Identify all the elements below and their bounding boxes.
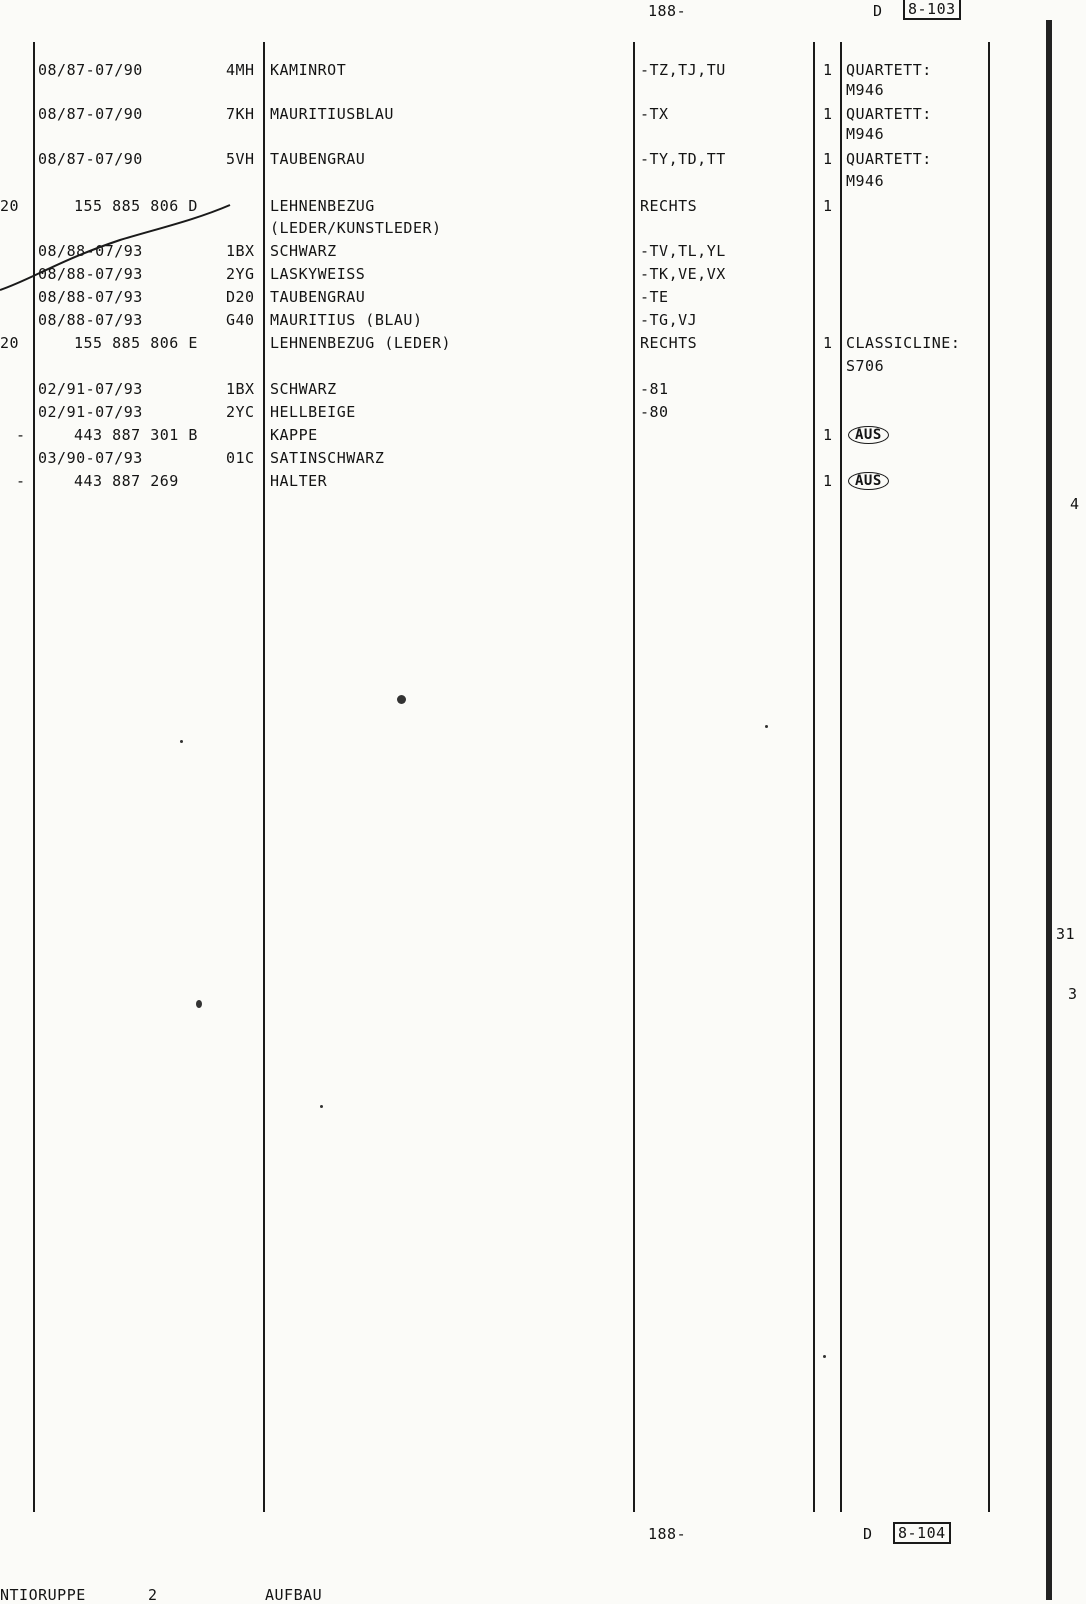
part-description: HALTER [270,472,328,490]
remark-detail: S706 [846,357,885,375]
handwritten-stroke [0,180,240,300]
model-code: -81 [640,380,669,398]
page-number-top: 188- [648,2,687,20]
remark: QUARTETT: [846,61,932,79]
color-code: 4MH [226,61,255,79]
aus-stamp: AUS [848,472,889,490]
date-range: 08/88-07/93 [38,288,143,306]
date-range: 08/88-07/93 [38,242,143,260]
part-description: SCHWARZ [270,380,337,398]
part-description: LASKYWEISS [270,265,366,283]
color-code: D20 [226,288,255,306]
model-code: -TV,TL,YL [640,242,726,260]
color-code: 01C [226,449,255,467]
quantity: 1 [823,150,833,168]
date-range: 08/87-07/90 [38,150,143,168]
color-code: 1BX [226,242,255,260]
column-rule [633,42,635,1512]
date-range: 08/87-07/90 [38,105,143,123]
part-number: 155 885 806 E [74,334,198,352]
part-description: LEHNENBEZUG (LEDER) [270,334,452,352]
status-badge [848,425,889,444]
model-code: -TE [640,288,669,306]
scan-speck [320,1105,323,1108]
scan-speck [765,725,768,728]
cut-off-text: NTIORUPPE [0,1586,86,1604]
group-code: - [16,426,26,444]
quantity: 1 [823,334,833,352]
group-code: - [16,472,26,490]
part-description: MAURITIUS (BLAU) [270,311,423,329]
quantity: 1 [823,472,833,490]
part-description: SATINSCHWARZ [270,449,385,467]
model-code: -TY,TD,TT [640,150,726,168]
color-code: 2YC [226,403,255,421]
date-range: 02/91-07/93 [38,380,143,398]
date-range: 08/88-07/93 [38,265,143,283]
color-code: G40 [226,311,255,329]
column-rule [988,42,990,1512]
aus-stamp: AUS [848,426,889,444]
part-description: KAMINROT [270,61,347,79]
scan-speck [196,1000,202,1008]
quantity: 1 [823,105,833,123]
date-range: 02/91-07/93 [38,403,143,421]
remark: QUARTETT: [846,105,932,123]
part-description: SCHWARZ [270,242,337,260]
part-description: KAPPE [270,426,318,444]
part-number: 443 887 269 [74,472,179,490]
part-description: TAUBENGRAU [270,288,366,306]
date-range: 03/90-07/93 [38,449,143,467]
quantity: 1 [823,197,833,215]
remark-detail: M946 [846,172,885,190]
model-code: -TG,VJ [640,311,698,329]
page-reference-bottom: 8-104 [893,1522,951,1544]
page-reference-top: 8-103 [903,0,961,20]
status-badge [848,471,889,490]
remark: QUARTETT: [846,150,932,168]
date-range: 08/87-07/90 [38,61,143,79]
group-code: 20 [0,334,20,352]
part-number: 443 887 301 B [74,426,198,444]
model-code: -80 [640,403,669,421]
section-letter-top: D [873,2,883,20]
remark-detail: M946 [846,81,885,99]
cut-off-text: AUFBAU [265,1586,323,1604]
scan-speck [180,740,183,743]
part-description: TAUBENGRAU [270,150,366,168]
scan-speck [823,1355,826,1358]
cut-off-text: 2 [148,1586,158,1604]
color-code: 7KH [226,105,255,123]
scan-speck [397,695,406,704]
section-letter-bottom: D [863,1525,873,1543]
column-rule [813,42,815,1512]
part-description: HELLBEIGE [270,403,356,421]
color-code: 1BX [226,380,255,398]
column-rule [263,42,265,1512]
quantity: 1 [823,426,833,444]
part-number: 155 885 806 D [74,197,198,215]
color-code: 5VH [226,150,255,168]
column-rule [840,42,842,1512]
group-code: 20 [0,197,20,215]
side-note: RECHTS [640,334,698,352]
part-description-detail: (LEDER/KUNSTLEDER) [270,219,442,237]
model-code: -TX [640,105,669,123]
color-code: 2YG [226,265,255,283]
part-description: MAURITIUSBLAU [270,105,394,123]
quantity: 1 [823,61,833,79]
date-range: 08/88-07/93 [38,311,143,329]
margin-number: 3 [1068,985,1078,1003]
part-description: LEHNENBEZUG [270,197,375,215]
remark-detail: M946 [846,125,885,143]
margin-number: 4 [1070,495,1080,513]
side-note: RECHTS [640,197,698,215]
page-edge-line [1046,20,1052,1600]
model-code: -TZ,TJ,TU [640,61,726,79]
remark: CLASSICLINE: [846,334,961,352]
page-number-bottom: 188- [648,1525,687,1543]
margin-number: 31 [1056,925,1076,943]
model-code: -TK,VE,VX [640,265,726,283]
